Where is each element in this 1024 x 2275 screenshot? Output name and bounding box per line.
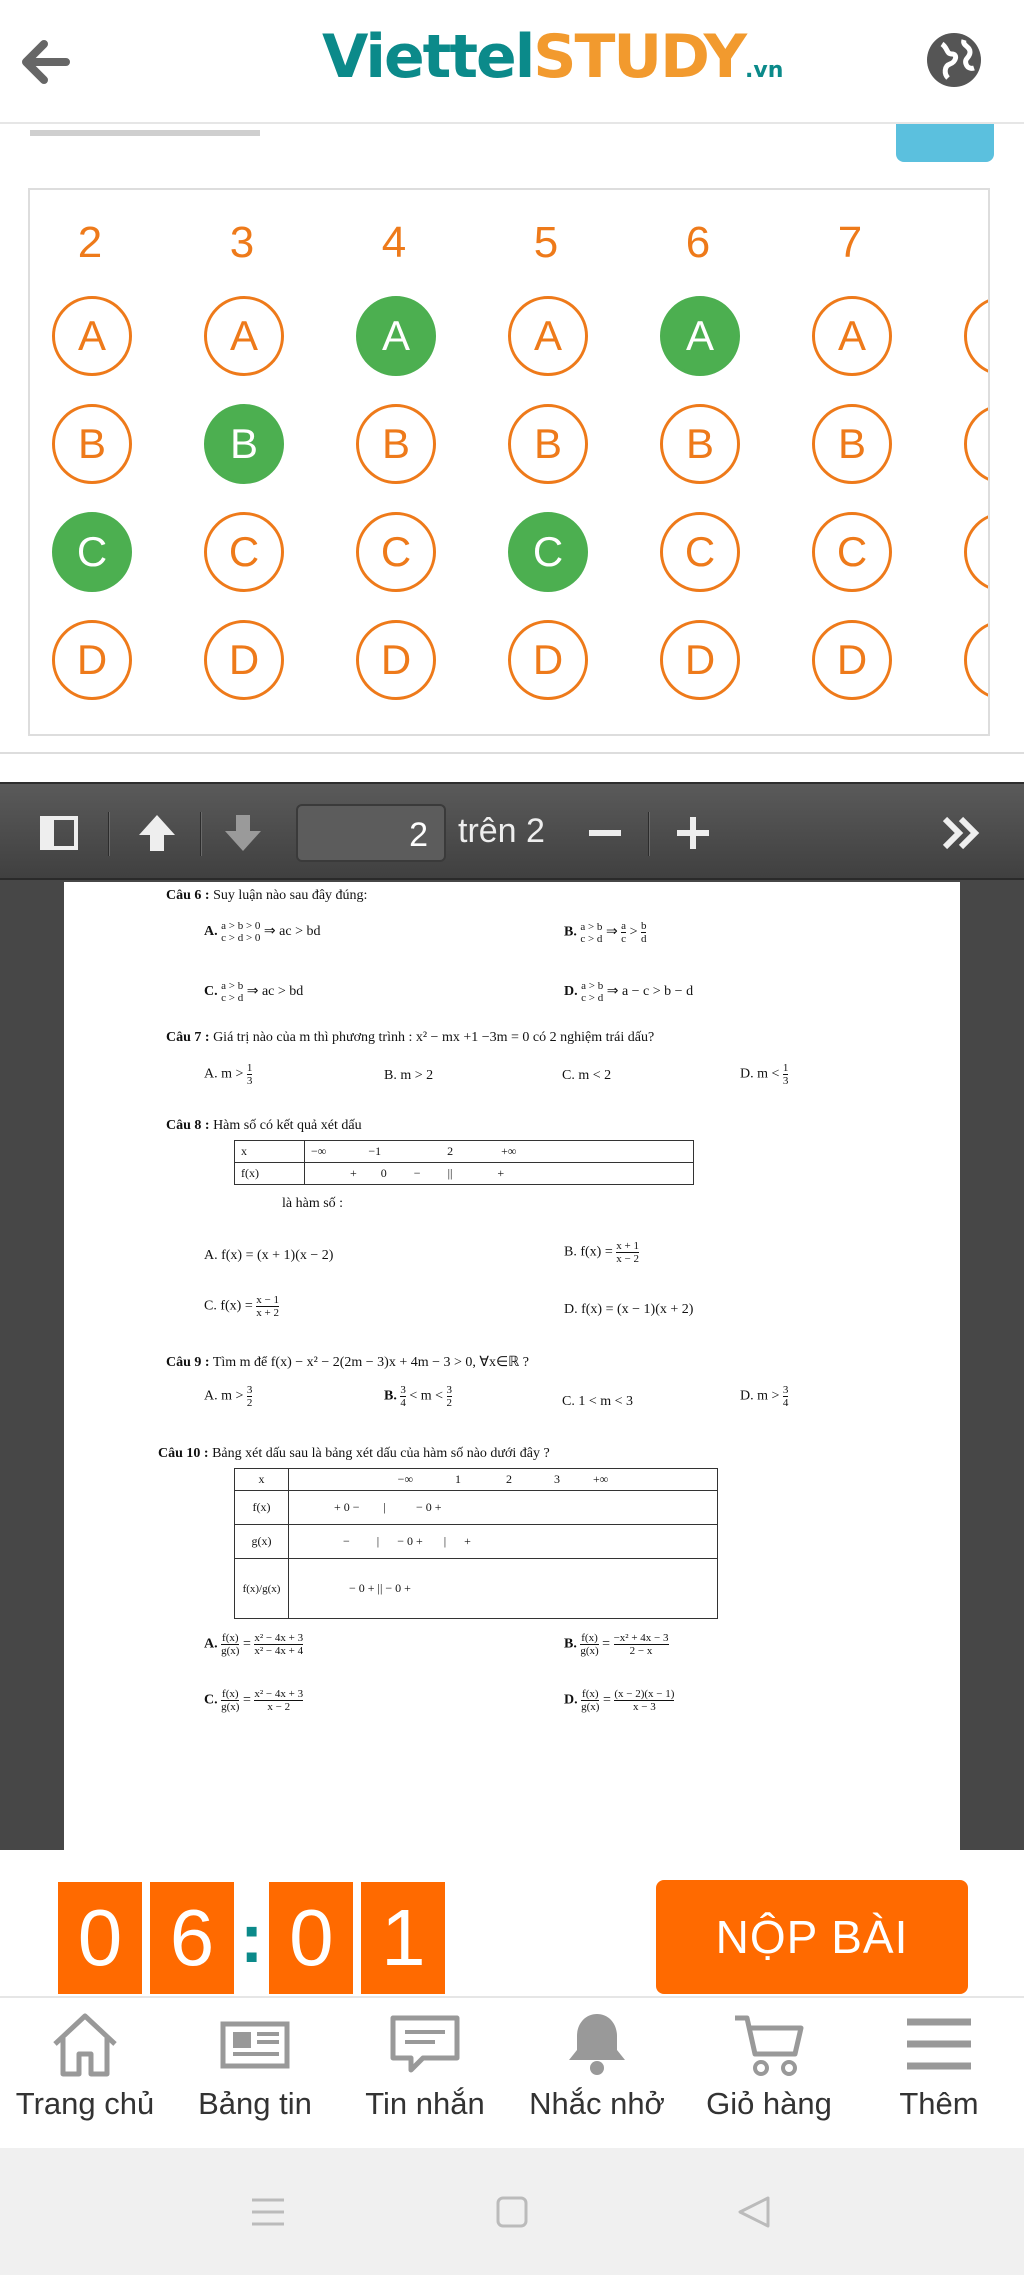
answer-grid: [28, 188, 990, 736]
q8-sign-table: x −∞ −1 2 +∞ f(x) + 0 − || +: [234, 1140, 694, 1185]
globe-icon[interactable]: [924, 30, 984, 90]
q10-sign-table: x −∞ 1 2 3 +∞ f(x) + 0 − | − 0 + g(x) − | − 0 + | + f(x)/g(x) − 0 + || − 0 +: [234, 1468, 718, 1619]
q7-option-d: D. m < $\frac{1}{3}$: [740, 1062, 789, 1087]
page-number-input[interactable]: 2: [296, 804, 446, 862]
answer-option-a[interactable]: A: [204, 296, 284, 376]
nav-label: Tin nhắn: [365, 2086, 485, 2121]
answer-column: [334, 190, 454, 736]
answer-option-b[interactable]: [964, 404, 990, 484]
answer-option-c[interactable]: C: [508, 512, 588, 592]
q8-option-a: A. f(x) = (x + 1)(x − 2): [204, 1248, 334, 1263]
q10-option-d: D. $\frac{f(x)}{g(x)}$ = $\frac{(x - 2)(x - 1)}{x - 3}$: [564, 1688, 675, 1713]
answer-option-d[interactable]: D: [812, 620, 892, 700]
q7-option-a: A. m > $\frac{1}{3}$: [204, 1062, 253, 1087]
q8-after-text: là hàm số :: [282, 1196, 344, 1211]
answer-column: [182, 190, 302, 736]
answer-option-b[interactable]: B: [52, 404, 132, 484]
bell-icon: [559, 2008, 635, 2080]
system-back-icon[interactable]: [734, 2192, 774, 2232]
answer-option-b[interactable]: B: [356, 404, 436, 484]
timer-digit: 1: [361, 1882, 445, 1994]
nav-item-news[interactable]: [170, 2008, 340, 2148]
next-page-icon[interactable]: [218, 808, 268, 858]
answer-option-b[interactable]: B: [204, 404, 284, 484]
home-icon: [47, 2008, 123, 2080]
q10-option-c: C. $\frac{f(x)}{g(x)}$ = $\frac{\text{x² − 4x + 3}}{x - 2}$: [204, 1688, 304, 1713]
app-header: [0, 0, 1024, 124]
q9-option-d: D. m > $\frac{3}{4}$: [740, 1384, 789, 1409]
q8-option-b: B. f(x) = $\frac{x + 1}{x - 2}$: [564, 1240, 639, 1265]
cart-icon: [731, 2008, 807, 2080]
question-8: Câu 8 : Hàm số có kết quả xét dấu: [166, 1118, 362, 1133]
q7-option-b: B. m > 2: [384, 1068, 434, 1083]
q6-label: Câu 6 :: [166, 888, 210, 903]
q9-option-b: B. $\frac{3}{4}$ < m < $\frac{3}{2}$: [384, 1384, 453, 1409]
pdf-page: [64, 882, 960, 1852]
answer-option-a[interactable]: A: [812, 296, 892, 376]
answer-option-d[interactable]: D: [52, 620, 132, 700]
q9-option-c: C. 1 < m < 3: [562, 1394, 634, 1409]
zoom-out-icon[interactable]: [580, 808, 630, 858]
answer-option-d[interactable]: D: [660, 620, 740, 700]
back-arrow-icon[interactable]: [14, 30, 78, 94]
question-6: [166, 888, 367, 904]
message-icon: [387, 2008, 463, 2080]
q6-text: Suy luận nào sau đây đúng:: [213, 888, 368, 903]
exam-footer: [0, 1850, 1024, 2000]
answer-option-d[interactable]: D: [356, 620, 436, 700]
newspaper-icon: [217, 2008, 293, 2080]
question-7: Câu 7 : Giá trị nào của m thì phương trình : x² − mx +1 −3m = 0 có 2 nghiệm trái dấu?: [166, 1030, 655, 1045]
q6-option-c: C. a > b c > d ⇒ ac > bd: [204, 980, 304, 1004]
answer-sheet: [0, 124, 1024, 754]
cropped-heading: [30, 124, 270, 138]
answer-option-c[interactable]: C: [52, 512, 132, 592]
nav-label: Thêm: [899, 2086, 979, 2121]
question-9: Câu 9 : Tìm m để f(x) − x² − 2(2m − 3)x + 4m − 3 > 0, ∀x∈ℝ ?: [166, 1355, 529, 1370]
logo-part1: Viettel: [322, 22, 534, 92]
q10-option-a: A. $\frac{f(x)}{g(x)}$ = $\frac{\text{x² − 4x + 3}}{\text{x² − 4x + 4}}$: [204, 1632, 304, 1657]
nav-item-more[interactable]: [854, 2008, 1024, 2148]
answer-column-cropped: [942, 190, 990, 736]
answer-option-c[interactable]: C: [204, 512, 284, 592]
logo-suffix: .vn: [745, 58, 784, 83]
answer-option-a[interactable]: [964, 296, 990, 376]
nav-item-reminders[interactable]: [512, 2008, 682, 2148]
answer-option-d[interactable]: D: [508, 620, 588, 700]
viettel-study-logo: [322, 22, 783, 102]
sidebar-toggle-icon[interactable]: [34, 808, 84, 858]
system-nav-bar: [0, 2148, 1024, 2275]
pdf-viewer: [0, 782, 1024, 1850]
zoom-in-icon[interactable]: [668, 808, 718, 858]
more-tools-icon[interactable]: [936, 808, 986, 858]
timer-digit: 0: [58, 1882, 142, 1994]
submit-button[interactable]: NỘP BÀI: [656, 1880, 968, 1994]
question-10: Câu 10 : Bảng xét dấu sau là bảng xét dấu của hàm số nào dưới đây ?: [158, 1446, 550, 1461]
question-number: 6: [685, 218, 711, 267]
nav-label: Bảng tin: [198, 2086, 312, 2121]
answer-option-c[interactable]: C: [660, 512, 740, 592]
nav-label: Trang chủ: [15, 2086, 155, 2121]
cropped-blue-button[interactable]: [896, 124, 994, 162]
countdown-timer: [58, 1882, 453, 1994]
answer-column: [30, 190, 150, 736]
q6-option-b: B. a > b c > d ⇒ $\frac{a}{c}$ > $\frac{b}{d}$: [564, 920, 647, 945]
q8-option-d: D. f(x) = (x − 1)(x + 2): [564, 1302, 694, 1317]
menu-icon: [901, 2008, 977, 2080]
answer-option-c[interactable]: C: [356, 512, 436, 592]
previous-page-icon[interactable]: [132, 808, 182, 858]
nav-label: Nhắc nhở: [529, 2086, 665, 2121]
question-number: 2: [77, 218, 103, 267]
question-number: 4: [381, 218, 407, 267]
q6-option-a: A. a > b > 0 c > d > 0 ⇒ ac > bd: [204, 920, 321, 944]
page-count-label: trên 2: [458, 812, 545, 850]
answer-option-a[interactable]: A: [356, 296, 436, 376]
answer-option-a[interactable]: A: [52, 296, 132, 376]
logo-part2: STUDY: [533, 22, 746, 92]
answer-column: [790, 190, 910, 736]
timer-digit: 6: [150, 1882, 234, 1994]
q7-option-c: C. m < 2: [562, 1068, 612, 1083]
answer-option-d[interactable]: [964, 620, 990, 700]
recent-apps-icon[interactable]: [248, 2194, 288, 2230]
answer-option-b[interactable]: B: [812, 404, 892, 484]
nav-item-home[interactable]: [0, 2008, 170, 2148]
pdf-toolbar: [0, 784, 1024, 880]
answer-option-c[interactable]: [964, 512, 990, 592]
q6-option-d: D. a > b c > d ⇒ a − c > b − d: [564, 980, 694, 1004]
question-number: 3: [229, 218, 255, 267]
answer-column: [638, 190, 758, 736]
bottom-nav: [0, 1996, 1024, 2148]
answer-option-b[interactable]: B: [508, 404, 588, 484]
answer-option-c[interactable]: C: [812, 512, 892, 592]
nav-item-messages[interactable]: [340, 2008, 510, 2148]
nav-item-cart[interactable]: [684, 2008, 854, 2148]
question-number: 7: [837, 218, 863, 267]
q9-option-a: A. m > $\frac{3}{2}$: [204, 1384, 253, 1409]
q8-option-c: C. f(x) = $\frac{x - 1}{x + 2}$: [204, 1294, 279, 1319]
timer-separator: :: [240, 1899, 264, 1977]
answer-column: [486, 190, 606, 736]
timer-digit: 0: [269, 1882, 353, 1994]
home-button-icon[interactable]: [494, 2194, 530, 2230]
answer-option-a[interactable]: A: [660, 296, 740, 376]
answer-option-b[interactable]: B: [660, 404, 740, 484]
question-number: 5: [533, 218, 559, 267]
nav-label: Giỏ hàng: [706, 2086, 832, 2121]
q10-option-b: B. $\frac{f(x)}{g(x)}$ = $\frac{\text{−x² + 4x − 3}}{2 - x}$: [564, 1632, 669, 1657]
answer-option-d[interactable]: D: [204, 620, 284, 700]
answer-option-a[interactable]: A: [508, 296, 588, 376]
